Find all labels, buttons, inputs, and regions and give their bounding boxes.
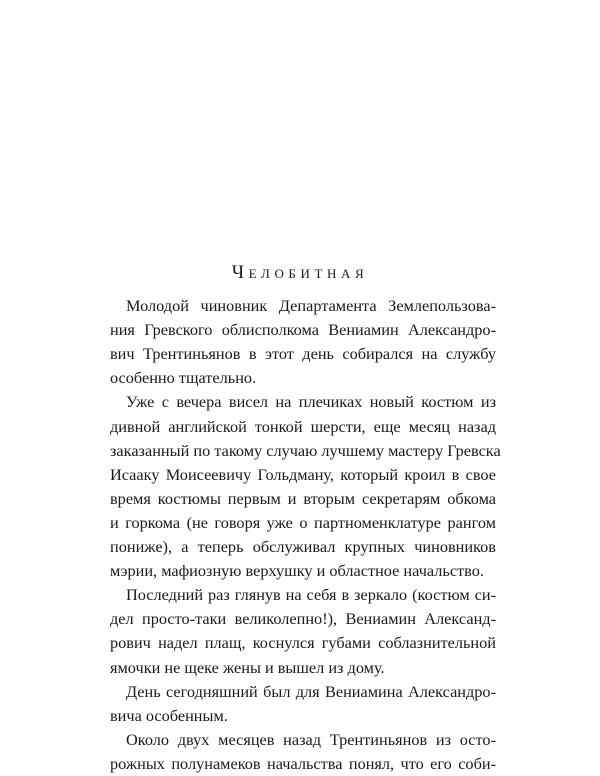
text-line: пониже), а теперь обслуживал крупных чиновников xyxy=(110,537,496,556)
text-line: ния Гревского облисполкома Вениамин Александро- xyxy=(110,320,496,340)
text-line: вич Трентиньянов в этот день собирался на службу xyxy=(110,344,496,364)
text-line: дел просто-таки великолепно!), Вениамин Александ- xyxy=(110,609,496,629)
text-line: Последний раз глянув на себя в зеркало (костюм си- xyxy=(126,585,496,605)
text-line: и горкома (не говоря уже о партноменклатуре рангом xyxy=(110,512,496,532)
chapter-title: Челобитная xyxy=(231,262,369,283)
text-line: время костюмы первым и вторым секретарям обкома xyxy=(110,488,496,508)
text-line: Молодой чиновник Департамента Землепользова- xyxy=(126,296,496,315)
text-line: Около двух месяцев назад Трентиньянов из осто- xyxy=(126,729,496,749)
text-line: мэрии, мафиозную верхушку и областное начальство. xyxy=(110,561,484,581)
text-line: День сегодняшний был для Вениамина Александро- xyxy=(126,681,496,701)
text-line: особенно тщательно. xyxy=(110,368,257,388)
text-line: ямочки не щеке жены и вышел из дому. xyxy=(110,657,385,677)
text-line: Уже с вечера висел на плечиках новый костюм из xyxy=(126,392,496,412)
text-line: вича особенным. xyxy=(110,705,228,725)
text-line: Исааку Моисеевичу Гольдману, который кроил в свое xyxy=(110,464,496,484)
text-line: заказанный по такому случаю лучшему мастеру Гревска xyxy=(110,440,501,460)
text-line: рожных полунамеков начальства понял, что его соби- xyxy=(110,753,496,773)
text-line: рович надел плащ, коснулся губами соблазнительной xyxy=(110,633,496,653)
text-line: дивной английской тонкой шерсти, еще месяц назад xyxy=(110,416,496,436)
